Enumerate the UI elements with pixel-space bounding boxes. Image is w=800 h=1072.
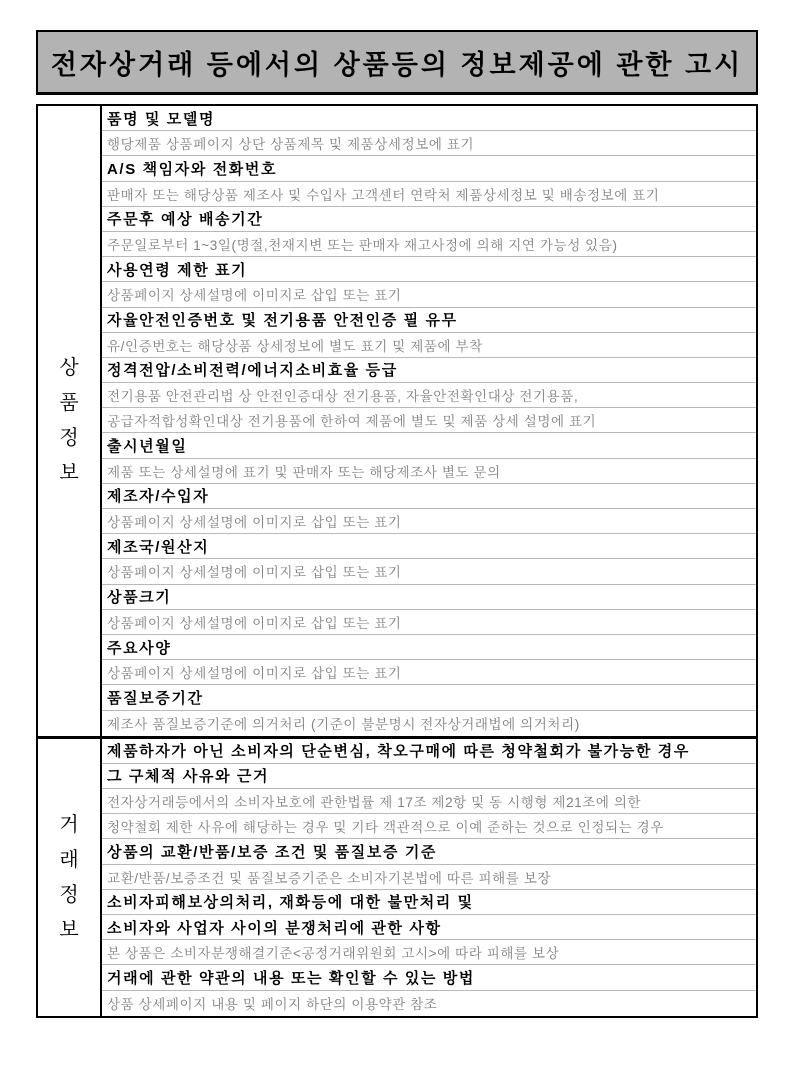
row-description: 상품페이지 상세설명에 이미지로 삽입 또는 표기 [102, 509, 756, 534]
row-description: 상품페이지 상세설명에 이미지로 삽입 또는 표기 [102, 282, 756, 307]
row-header: 주문후 예상 배송기간 [102, 207, 756, 232]
section-label-char: 정 [59, 883, 79, 906]
row-header: 소비자피해보상의처리, 재화등에 대한 불만처리 및 [102, 890, 756, 915]
row-description: 청약철회 제한 사유에 해당하는 경우 및 기타 객관적으로 이예 준하는 것으로 인정되는 경우 [102, 814, 756, 839]
section-rows [102, 739, 756, 1016]
row-description: 상품페이지 상세설명에 이미지로 삽입 또는 표기 [102, 559, 756, 584]
row-header: 상품크기 [102, 585, 756, 610]
row-description: 행당제품 상품페이지 상단 상품제목 및 제품상세정보에 표기 [102, 131, 756, 156]
row-header: 사용연령 제한 표기 [102, 257, 756, 282]
row-description: 공급자적합성확인대상 전기용품에 한하여 제품에 별도 및 제품 상세 설명에 표기 [102, 408, 756, 433]
row-header: 품명 및 모델명 [102, 106, 756, 131]
row-description: 본 상품은 소비자분쟁해결기준<공정거래위원회 고시>에 따라 피해를 보상 [102, 940, 756, 965]
section-label-product-info [38, 106, 102, 736]
section-label-char: 품 [59, 392, 79, 415]
row-description: 상품페이지 상세설명에 이미지로 삽입 또는 표기 [102, 660, 756, 685]
row-header: 제조자/수입자 [102, 484, 756, 509]
row-header: 거래에 관한 약관의 내용 또는 확인할 수 있는 방법 [102, 965, 756, 990]
row-header: 그 구체적 사유와 근거 [102, 764, 756, 789]
row-description: 전기용품 안전관리법 상 안전인증대상 전기용품, 자율안전확인대상 전기용품, [102, 383, 756, 408]
row-header: 출시년월일 [102, 433, 756, 458]
section-label-char: 보 [59, 918, 79, 941]
row-header: 주요사양 [102, 635, 756, 660]
row-description: 전자상거래등에서의 소비자보호에 관한법률 제 17조 제2항 및 동 시행형 제21조에 의한 [102, 789, 756, 814]
section-label-char: 보 [59, 462, 79, 485]
section-rows [102, 106, 756, 736]
section-label-char: 상 [59, 357, 79, 380]
section-label-transaction-info [38, 739, 102, 1016]
row-description: 상품 상세페이지 내용 및 페이지 하단의 이용약관 참조 [107, 997, 438, 1013]
row-header: 제품하자가 아닌 소비자의 단순변심, 착오구매에 따른 청약철회가 불가능한 경우 [102, 739, 756, 764]
row-header: A/S 책임자와 전화번호 [102, 156, 756, 181]
section-label-char: 정 [59, 427, 79, 450]
row-header: 품질보증기간 [102, 685, 756, 710]
row-description: 주문일로부터 1~3일(명절,천재지변 또는 판매자 재고사정에 의해 지연 가능성 있음) [102, 232, 756, 257]
row-header: 상품의 교환/반품/보증 조건 및 품질보증 기준 [102, 839, 756, 864]
row-header: 정격전압/소비전력/에너지소비효율 등급 [102, 358, 756, 383]
section-product-info [38, 106, 756, 736]
row-description: 제품 또는 상세설명에 표기 및 판매자 또는 해당제조사 별도 문의 [102, 459, 756, 484]
section-label-char: 거 [59, 813, 79, 836]
section-transaction-info [38, 736, 756, 1016]
row-description: 유/인증번호는 해당상품 상세정보에 별도 표기 및 제품에 부착 [102, 333, 756, 358]
document-title: 전자상거래 등에서의 상품등의 정보제공에 관한 고시 [50, 49, 744, 80]
info-table [36, 104, 758, 1018]
row-header: 제조국/원산지 [102, 534, 756, 559]
row-description: 제조사 품질보증기준에 의거처리 (기준이 불분명시 전자상거래법에 의거처리) [107, 717, 580, 733]
row-header: 자율안전인증번호 및 전기용품 안전인증 필 유무 [102, 308, 756, 333]
section-label-char: 래 [59, 848, 79, 871]
row-description: 판매자 또는 해당상품 제조사 및 수입사 고객센터 연락처 제품상세정보 및 배송정보에 표기 [102, 182, 756, 207]
document-title-bar [36, 30, 758, 95]
row-header: 소비자와 사업자 사이의 분쟁처리에 관한 사항 [102, 915, 756, 940]
row-description: 상품페이지 상세설명에 이미지로 삽입 또는 표기 [102, 610, 756, 635]
row-description: 교환/반품/보증조건 및 품질보증기준은 소비자기본법에 따른 피해를 보장 [102, 865, 756, 890]
